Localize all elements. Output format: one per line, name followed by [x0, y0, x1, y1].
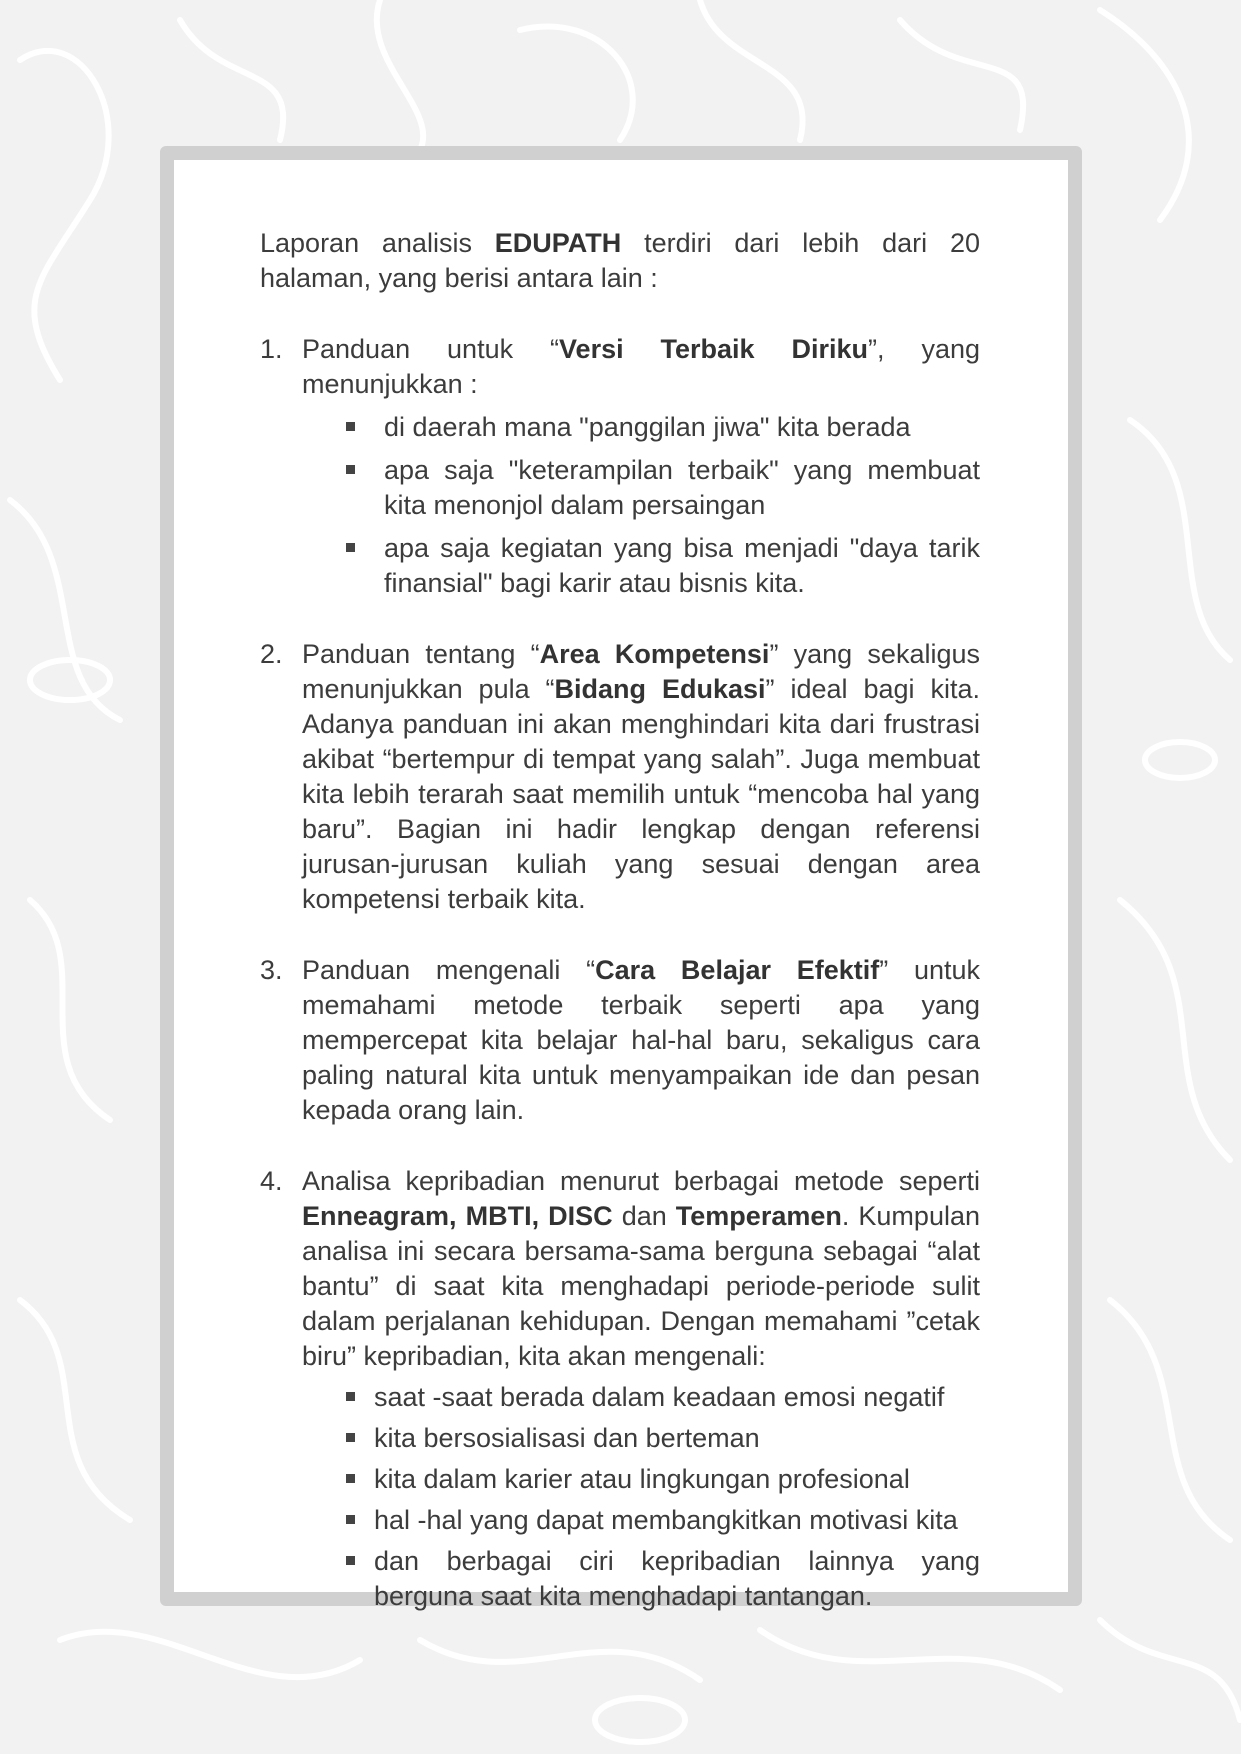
item-number: 1.	[260, 334, 283, 364]
list-item-1	[260, 332, 980, 601]
square-bullet-icon	[346, 1392, 355, 1401]
item-text: Panduan tentang “	[302, 639, 540, 669]
square-bullet-icon	[346, 1474, 355, 1483]
bullet-text: kita bersosialisasi dan berteman	[374, 1423, 760, 1453]
item-text: ” untuk memahami metode terbaik seperti apa yang mempercepat kita belajar hal-hal baru, sekaligus cara paling natural kita untuk menyampaikan ide dan pesan kepada orang lain.	[302, 955, 981, 1125]
item-text: ” yang sekaligus menunjukkan pula “	[302, 639, 980, 704]
item-text: Analisa kepribadian menurut berbagai metode seperti	[302, 1166, 980, 1196]
content-list	[260, 332, 980, 1614]
sub-list-item	[344, 1503, 980, 1538]
item-text: Panduan untuk “	[302, 334, 560, 364]
bullet-text: apa saja "keterampilan terbaik" yang membuat kita menonjol dalam persaingan	[384, 455, 980, 520]
intro-paragraph	[260, 226, 980, 296]
square-bullet-icon	[346, 1433, 355, 1442]
item-number: 4.	[260, 1166, 283, 1196]
bullet-text: dan berbagai ciri kepribadian lainnya yang berguna saat kita menghadapi tantangan.	[374, 1546, 980, 1611]
sub-list-item	[344, 1421, 980, 1456]
sub-list-item	[344, 1462, 980, 1497]
item-text-end: ”, yang menunjukkan :	[302, 334, 981, 399]
sub-list-item	[344, 453, 980, 523]
bullet-text: saat -saat berada dalam keadaan emosi negatif	[374, 1382, 945, 1412]
item-bold-text: Temperamen	[675, 1201, 842, 1231]
item-text: . Kumpulan analisa ini secara bersama-sama berguna sebagai “alat bantu” di saat kita menghadapi periode-periode sulit dalam perjalanan kehidupan. Dengan memahami ”cetak biru” kepribadian, kita akan mengenali:	[302, 1201, 980, 1371]
bullet-text: kita dalam karier atau lingkungan profesional	[374, 1464, 910, 1494]
square-bullet-icon	[346, 465, 355, 474]
item-text: ” ideal bagi kita. Adanya panduan ini akan menghindari kita dari frustrasi akibat “bertempur di tempat yang salah”. Juga membuat kita lebih terarah saat memilih untuk “mencoba hal yang baru”. Bagian ini hadir lengkap dengan referensi jurusan-jurusan kuliah yang sesuai dengan area kompetensi terbaik kita.	[302, 674, 980, 914]
intro-text: Laporan analisis	[260, 228, 495, 258]
item-number: 2.	[260, 639, 283, 669]
document-body	[260, 226, 980, 1650]
bullet-text: hal -hal yang dapat membangkitkan motivasi kita	[374, 1505, 958, 1535]
item-bold-text: Versi Terbaik Diriku	[559, 334, 869, 364]
sub-list-item	[344, 1544, 980, 1614]
item-bold-text: Area Kompetensi	[539, 639, 770, 669]
item-number: 3.	[260, 955, 283, 985]
bullet-text: di daerah mana "panggilan jiwa" kita berada	[384, 412, 911, 442]
square-bullet-icon	[346, 1515, 355, 1524]
brand-name: EDUPATH	[494, 228, 622, 258]
item-bold-text: Bidang Edukasi	[554, 674, 766, 704]
square-bullet-icon	[346, 1556, 355, 1565]
list-item-2	[260, 637, 980, 917]
item-text: dan	[612, 1201, 676, 1231]
sub-list-item	[344, 1380, 980, 1415]
sub-list-item	[344, 410, 980, 445]
sub-list	[302, 410, 980, 601]
square-bullet-icon	[346, 422, 355, 431]
intro-text-end: terdiri dari lebih dari 20 halaman, yang berisi antara lain :	[260, 228, 980, 293]
item-bold-text: Cara Belajar Efektif	[595, 955, 880, 985]
item-bold-text: Enneagram, MBTI, DISC	[302, 1201, 613, 1231]
sub-list	[302, 1380, 980, 1614]
square-bullet-icon	[346, 543, 355, 552]
list-item-4	[260, 1164, 980, 1614]
bullet-text: apa saja kegiatan yang bisa menjadi "daya tarik finansial" bagi karir atau bisnis kita.	[384, 533, 980, 598]
sub-list-item	[344, 531, 980, 601]
item-text: Panduan mengenali “	[302, 955, 596, 985]
list-item-3	[260, 953, 980, 1128]
